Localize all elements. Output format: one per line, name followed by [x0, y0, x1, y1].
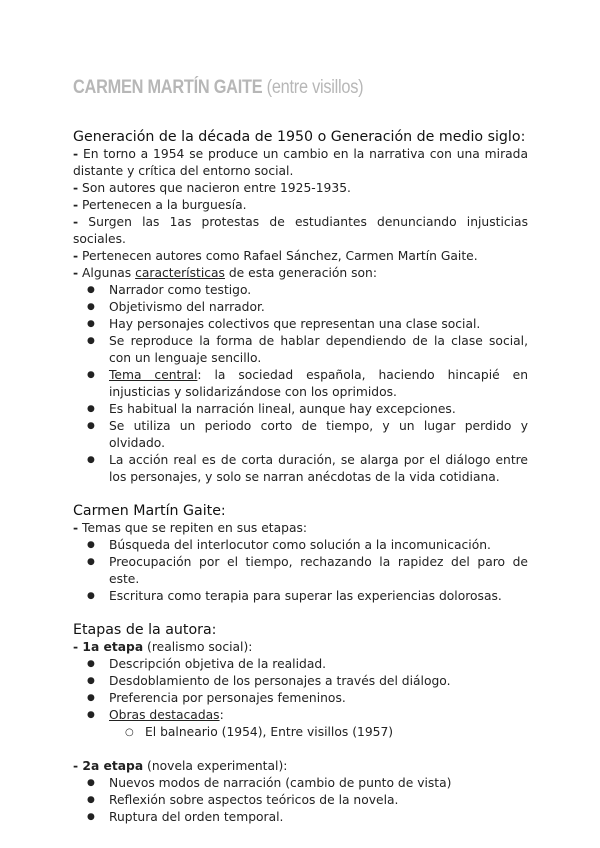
- paragraph-text: Surgen las 1as protestas de estudiantes denunciando injusticias sociales.: [73, 215, 528, 246]
- paragraph-text: (novela experimental):: [143, 759, 288, 773]
- paragraph-text: de esta generación son:: [224, 266, 377, 280]
- list-item: [73, 707, 528, 724]
- section-heading-generacion: [73, 128, 528, 146]
- list-item: ● Se reproduce la forma de hablar dependiendo de la clase social, con un lenguaje sencillo.: [73, 333, 528, 367]
- paragraph-text: Algunas: [78, 266, 136, 280]
- paragraph-text: En torno a 1954 se produce un cambio en la narrativa con una mirada distante y crítica del entorno social.: [73, 147, 528, 178]
- document-page: [73, 74, 528, 826]
- paragraph-text: Pertenecen autores como Rafael Sánchez, Carmen Martín Gaite.: [78, 249, 478, 263]
- paragraph: [73, 758, 528, 775]
- list-item: ● Escritura como terapia para superar las experiencias dolorosas.: [73, 588, 528, 605]
- stage2-list: [73, 775, 528, 826]
- list-item-text: : la sociedad española, haciendo hincapié en injusticias y solidarizándose con los oprimidos.: [109, 368, 529, 399]
- dash: -: [73, 198, 79, 212]
- paragraph-text: Son autores que nacieron entre 1925-1935.: [78, 181, 351, 195]
- stage1-list: [73, 656, 528, 724]
- dash: -: [73, 266, 79, 280]
- paragraph-text: Pertenecen a la burguesía.: [78, 198, 247, 212]
- paragraph-text: Temas que se repiten en sus etapas:: [78, 521, 308, 535]
- list-item: ● Preocupación por el tiempo, rechazando la rapidez del paro de este.: [73, 554, 528, 588]
- list-item: ● Se utiliza un periodo corto de tiempo, y un lugar perdido y olvidado.: [73, 418, 528, 452]
- paragraph: [73, 180, 528, 197]
- heading-text: Generación de la década de 1950 o Generación de medio siglo: [73, 129, 521, 145]
- list-item: ○ El balneario (1954), Entre visillos (1957): [73, 724, 528, 741]
- dash: -: [73, 249, 79, 263]
- spacer: [73, 486, 528, 502]
- underlined-term: características: [135, 266, 225, 280]
- list-item: ● Hay personajes colectivos que representan una clase social.: [73, 316, 528, 333]
- list-item: ● Búsqueda del interlocutor como solución a la incomunicación.: [73, 537, 528, 554]
- paragraph: [73, 248, 528, 265]
- list-item: ● Es habitual la narración lineal, aunque hay excepciones.: [73, 401, 528, 418]
- paragraph: [73, 520, 528, 537]
- dash: -: [73, 147, 79, 161]
- paragraph: [73, 146, 528, 180]
- spacer: [73, 741, 528, 758]
- paragraph-text: (realismo social):: [143, 640, 253, 654]
- paragraph: [73, 214, 528, 248]
- list-item: ● Narrador como testigo.: [73, 282, 528, 299]
- list-item: ● Ruptura del orden temporal.: [73, 809, 528, 826]
- paragraph: [73, 265, 528, 282]
- section-heading-carmen: Carmen Martín Gaite:: [73, 503, 226, 519]
- paragraph: [73, 197, 528, 214]
- dash: -: [73, 181, 79, 195]
- themes-list: [73, 537, 528, 605]
- underlined-term: Obras destacadas: [109, 708, 220, 722]
- underlined-term: Tema central: [109, 368, 198, 382]
- list-item: ● Nuevos modos de narración (cambio de punto de vista): [73, 775, 528, 792]
- characteristics-list: [73, 282, 528, 486]
- title-main: CARMEN MARTÍN GAITE: [73, 77, 263, 98]
- list-item: [73, 367, 528, 401]
- stage-label: - 2a etapa: [73, 759, 144, 773]
- dash: -: [73, 215, 79, 229]
- works-list: [73, 724, 528, 741]
- spacer: [73, 605, 528, 621]
- stage-label: - 1a etapa: [73, 640, 144, 654]
- dash: -: [73, 521, 79, 535]
- page-title: [73, 74, 464, 102]
- list-item: ● Descripción objetiva de la realidad.: [73, 656, 528, 673]
- list-item: ● Objetivismo del narrador.: [73, 299, 528, 316]
- list-item-text: :: [219, 708, 224, 722]
- list-item: ● La acción real es de corta duración, se alarga por el diálogo entre los personajes, y solo se narran anécdotas de la vida cotidiana.: [73, 452, 528, 486]
- list-item: ● Desdoblamiento de los personajes a través del diálogo.: [73, 673, 528, 690]
- section-heading-etapas: Etapas de la autora:: [73, 622, 217, 638]
- list-item: ● Preferencia por personajes femeninos.: [73, 690, 528, 707]
- title-sub: (entre visillos): [266, 77, 364, 98]
- heading-colon: :: [520, 129, 526, 145]
- list-item: ● Reflexión sobre aspectos teóricos de la novela.: [73, 792, 528, 809]
- paragraph: [73, 639, 528, 656]
